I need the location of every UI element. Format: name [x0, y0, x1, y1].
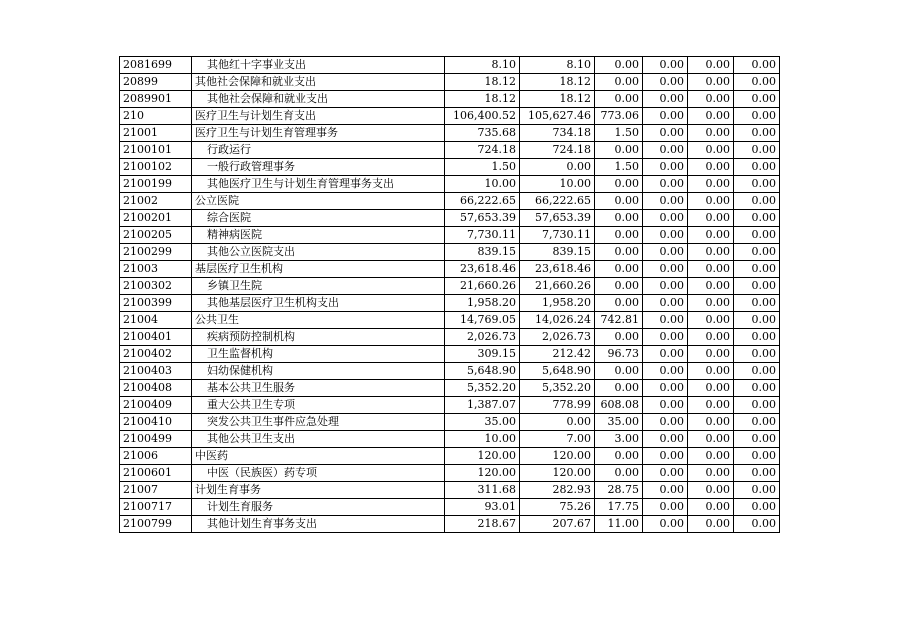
amount-cell-5: 0.00	[688, 448, 734, 465]
amount-cell-1: 66,222.65	[445, 193, 520, 210]
amount-cell-1: 5,648.90	[445, 363, 520, 380]
amount-cell-5: 0.00	[688, 516, 734, 533]
amount-cell-1: 724.18	[445, 142, 520, 159]
amount-cell-5: 0.00	[688, 482, 734, 499]
amount-cell-1: 106,400.52	[445, 108, 520, 125]
amount-cell-2: 2,026.73	[520, 329, 595, 346]
subject-name-cell: 其他红十字事业支出	[192, 57, 445, 74]
amount-cell-1: 23,618.46	[445, 261, 520, 278]
subject-code-cell: 2100201	[120, 210, 192, 227]
amount-cell-6: 0.00	[734, 397, 780, 414]
subject-name-cell: 公立医院	[192, 193, 445, 210]
amount-cell-2: 21,660.26	[520, 278, 595, 295]
amount-cell-5: 0.00	[688, 346, 734, 363]
amount-cell-3: 3.00	[595, 431, 643, 448]
table-row	[120, 57, 780, 74]
amount-cell-6: 0.00	[734, 431, 780, 448]
amount-cell-3: 11.00	[595, 516, 643, 533]
table-row	[120, 91, 780, 108]
amount-cell-2: 10.00	[520, 176, 595, 193]
subject-code-cell: 2100299	[120, 244, 192, 261]
subject-code-cell: 21007	[120, 482, 192, 499]
amount-cell-3: 0.00	[595, 380, 643, 397]
amount-cell-2: 7.00	[520, 431, 595, 448]
amount-cell-6: 0.00	[734, 261, 780, 278]
amount-cell-2: 8.10	[520, 57, 595, 74]
amount-cell-4: 0.00	[643, 261, 688, 278]
subject-code-cell: 21002	[120, 193, 192, 210]
amount-cell-4: 0.00	[643, 74, 688, 91]
subject-code-cell: 2100601	[120, 465, 192, 482]
amount-cell-6: 0.00	[734, 278, 780, 295]
subject-name-cell: 基层医疗卫生机构	[192, 261, 445, 278]
amount-cell-5: 0.00	[688, 108, 734, 125]
subject-name-cell: 卫生监督机构	[192, 346, 445, 363]
amount-cell-4: 0.00	[643, 499, 688, 516]
subject-name-cell: 其他医疗卫生与计划生育管理事务支出	[192, 176, 445, 193]
amount-cell-2: 120.00	[520, 448, 595, 465]
amount-cell-1: 311.68	[445, 482, 520, 499]
amount-cell-3: 0.00	[595, 244, 643, 261]
subject-code-cell: 20899	[120, 74, 192, 91]
amount-cell-2: 0.00	[520, 159, 595, 176]
amount-cell-5: 0.00	[688, 261, 734, 278]
amount-cell-1: 18.12	[445, 74, 520, 91]
subject-name-cell: 医疗卫生与计划生育管理事务	[192, 125, 445, 142]
amount-cell-4: 0.00	[643, 516, 688, 533]
subject-name-cell: 其他公立医院支出	[192, 244, 445, 261]
amount-cell-3: 1.50	[595, 125, 643, 142]
amount-cell-6: 0.00	[734, 516, 780, 533]
amount-cell-4: 0.00	[643, 125, 688, 142]
amount-cell-6: 0.00	[734, 193, 780, 210]
budget-table	[119, 56, 780, 533]
amount-cell-6: 0.00	[734, 210, 780, 227]
amount-cell-6: 0.00	[734, 74, 780, 91]
amount-cell-1: 1,387.07	[445, 397, 520, 414]
amount-cell-5: 0.00	[688, 465, 734, 482]
table-row	[120, 431, 780, 448]
subject-name-cell: 其他公共卫生支出	[192, 431, 445, 448]
amount-cell-4: 0.00	[643, 159, 688, 176]
subject-code-cell: 2100399	[120, 295, 192, 312]
subject-name-cell: 计划生育事务	[192, 482, 445, 499]
subject-name-cell: 一般行政管理事务	[192, 159, 445, 176]
amount-cell-2: 1,958.20	[520, 295, 595, 312]
amount-cell-5: 0.00	[688, 176, 734, 193]
amount-cell-3: 0.00	[595, 227, 643, 244]
table-row	[120, 261, 780, 278]
subject-code-cell: 21006	[120, 448, 192, 465]
amount-cell-6: 0.00	[734, 414, 780, 431]
amount-cell-5: 0.00	[688, 142, 734, 159]
subject-name-cell: 精神病医院	[192, 227, 445, 244]
amount-cell-3: 0.00	[595, 261, 643, 278]
amount-cell-5: 0.00	[688, 74, 734, 91]
amount-cell-3: 0.00	[595, 176, 643, 193]
subject-code-cell: 21003	[120, 261, 192, 278]
amount-cell-1: 93.01	[445, 499, 520, 516]
amount-cell-1: 35.00	[445, 414, 520, 431]
amount-cell-6: 0.00	[734, 482, 780, 499]
amount-cell-4: 0.00	[643, 278, 688, 295]
subject-name-cell: 公共卫生	[192, 312, 445, 329]
subject-name-cell: 综合医院	[192, 210, 445, 227]
amount-cell-2: 7,730.11	[520, 227, 595, 244]
amount-cell-3: 608.08	[595, 397, 643, 414]
amount-cell-1: 21,660.26	[445, 278, 520, 295]
table-row	[120, 329, 780, 346]
amount-cell-3: 28.75	[595, 482, 643, 499]
table-row	[120, 227, 780, 244]
amount-cell-3: 0.00	[595, 74, 643, 91]
amount-cell-6: 0.00	[734, 346, 780, 363]
amount-cell-5: 0.00	[688, 295, 734, 312]
subject-code-cell: 2100102	[120, 159, 192, 176]
amount-cell-5: 0.00	[688, 193, 734, 210]
amount-cell-2: 18.12	[520, 74, 595, 91]
amount-cell-2: 207.67	[520, 516, 595, 533]
table-row	[120, 499, 780, 516]
amount-cell-5: 0.00	[688, 363, 734, 380]
table-row	[120, 108, 780, 125]
amount-cell-6: 0.00	[734, 91, 780, 108]
amount-cell-1: 10.00	[445, 176, 520, 193]
amount-cell-5: 0.00	[688, 312, 734, 329]
subject-name-cell: 计划生育服务	[192, 499, 445, 516]
subject-code-cell: 2100408	[120, 380, 192, 397]
amount-cell-3: 0.00	[595, 210, 643, 227]
amount-cell-4: 0.00	[643, 210, 688, 227]
amount-cell-3: 0.00	[595, 329, 643, 346]
amount-cell-2: 66,222.65	[520, 193, 595, 210]
amount-cell-4: 0.00	[643, 108, 688, 125]
table-row	[120, 516, 780, 533]
subject-code-cell: 2100409	[120, 397, 192, 414]
amount-cell-4: 0.00	[643, 465, 688, 482]
amount-cell-6: 0.00	[734, 499, 780, 516]
subject-code-cell: 21001	[120, 125, 192, 142]
subject-code-cell: 2100499	[120, 431, 192, 448]
subject-name-cell: 其他基层医疗卫生机构支出	[192, 295, 445, 312]
amount-cell-4: 0.00	[643, 176, 688, 193]
subject-code-cell: 2089901	[120, 91, 192, 108]
table-row	[120, 176, 780, 193]
table-row	[120, 125, 780, 142]
amount-cell-2: 778.99	[520, 397, 595, 414]
subject-code-cell: 2100403	[120, 363, 192, 380]
amount-cell-3: 0.00	[595, 363, 643, 380]
amount-cell-3: 773.06	[595, 108, 643, 125]
amount-cell-4: 0.00	[643, 329, 688, 346]
amount-cell-6: 0.00	[734, 57, 780, 74]
subject-name-cell: 中医药	[192, 448, 445, 465]
subject-code-cell: 2100101	[120, 142, 192, 159]
amount-cell-2: 57,653.39	[520, 210, 595, 227]
amount-cell-6: 0.00	[734, 448, 780, 465]
subject-code-cell: 2100302	[120, 278, 192, 295]
subject-code-cell: 2100799	[120, 516, 192, 533]
amount-cell-4: 0.00	[643, 397, 688, 414]
amount-cell-5: 0.00	[688, 278, 734, 295]
table-body	[120, 57, 780, 533]
subject-code-cell: 2100401	[120, 329, 192, 346]
amount-cell-2: 5,648.90	[520, 363, 595, 380]
amount-cell-6: 0.00	[734, 295, 780, 312]
amount-cell-1: 735.68	[445, 125, 520, 142]
amount-cell-2: 120.00	[520, 465, 595, 482]
amount-cell-2: 105,627.46	[520, 108, 595, 125]
subject-name-cell: 其他社会保障和就业支出	[192, 74, 445, 91]
amount-cell-3: 0.00	[595, 448, 643, 465]
table-row	[120, 312, 780, 329]
table-row	[120, 193, 780, 210]
amount-cell-3: 742.81	[595, 312, 643, 329]
table-row	[120, 482, 780, 499]
amount-cell-6: 0.00	[734, 125, 780, 142]
amount-cell-1: 309.15	[445, 346, 520, 363]
amount-cell-3: 0.00	[595, 295, 643, 312]
subject-code-cell: 2100205	[120, 227, 192, 244]
amount-cell-6: 0.00	[734, 244, 780, 261]
table-row	[120, 74, 780, 91]
amount-cell-2: 839.15	[520, 244, 595, 261]
amount-cell-4: 0.00	[643, 380, 688, 397]
amount-cell-1: 8.10	[445, 57, 520, 74]
subject-name-cell: 突发公共卫生事件应急处理	[192, 414, 445, 431]
amount-cell-2: 23,618.46	[520, 261, 595, 278]
amount-cell-1: 57,653.39	[445, 210, 520, 227]
amount-cell-5: 0.00	[688, 91, 734, 108]
amount-cell-6: 0.00	[734, 363, 780, 380]
subject-name-cell: 医疗卫生与计划生育支出	[192, 108, 445, 125]
subject-code-cell: 2100199	[120, 176, 192, 193]
subject-code-cell: 2100717	[120, 499, 192, 516]
amount-cell-6: 0.00	[734, 380, 780, 397]
subject-code-cell: 2100402	[120, 346, 192, 363]
amount-cell-4: 0.00	[643, 227, 688, 244]
amount-cell-2: 282.93	[520, 482, 595, 499]
subject-name-cell: 中医（民族医）药专项	[192, 465, 445, 482]
amount-cell-4: 0.00	[643, 295, 688, 312]
amount-cell-4: 0.00	[643, 91, 688, 108]
amount-cell-2: 734.18	[520, 125, 595, 142]
table-row	[120, 295, 780, 312]
table-row	[120, 210, 780, 227]
amount-cell-3: 17.75	[595, 499, 643, 516]
subject-code-cell: 21004	[120, 312, 192, 329]
amount-cell-4: 0.00	[643, 448, 688, 465]
amount-cell-5: 0.00	[688, 499, 734, 516]
amount-cell-1: 5,352.20	[445, 380, 520, 397]
amount-cell-5: 0.00	[688, 244, 734, 261]
subject-name-cell: 重大公共卫生专项	[192, 397, 445, 414]
table-row	[120, 278, 780, 295]
amount-cell-2: 14,026.24	[520, 312, 595, 329]
subject-name-cell: 基本公共卫生服务	[192, 380, 445, 397]
amount-cell-4: 0.00	[643, 312, 688, 329]
amount-cell-5: 0.00	[688, 125, 734, 142]
amount-cell-1: 120.00	[445, 465, 520, 482]
table-row	[120, 346, 780, 363]
amount-cell-2: 75.26	[520, 499, 595, 516]
amount-cell-4: 0.00	[643, 431, 688, 448]
amount-cell-4: 0.00	[643, 193, 688, 210]
amount-cell-1: 10.00	[445, 431, 520, 448]
amount-cell-4: 0.00	[643, 57, 688, 74]
amount-cell-3: 96.73	[595, 346, 643, 363]
amount-cell-3: 0.00	[595, 193, 643, 210]
amount-cell-6: 0.00	[734, 142, 780, 159]
amount-cell-3: 0.00	[595, 57, 643, 74]
amount-cell-6: 0.00	[734, 108, 780, 125]
subject-name-cell: 妇幼保健机构	[192, 363, 445, 380]
amount-cell-2: 5,352.20	[520, 380, 595, 397]
subject-name-cell: 疾病预防控制机构	[192, 329, 445, 346]
amount-cell-6: 0.00	[734, 159, 780, 176]
amount-cell-2: 0.00	[520, 414, 595, 431]
amount-cell-4: 0.00	[643, 346, 688, 363]
amount-cell-2: 724.18	[520, 142, 595, 159]
amount-cell-1: 7,730.11	[445, 227, 520, 244]
subject-name-cell: 其他计划生育事务支出	[192, 516, 445, 533]
amount-cell-1: 218.67	[445, 516, 520, 533]
amount-cell-4: 0.00	[643, 363, 688, 380]
amount-cell-2: 18.12	[520, 91, 595, 108]
amount-cell-3: 0.00	[595, 91, 643, 108]
amount-cell-1: 1,958.20	[445, 295, 520, 312]
amount-cell-2: 212.42	[520, 346, 595, 363]
amount-cell-3: 35.00	[595, 414, 643, 431]
subject-name-cell: 其他社会保障和就业支出	[192, 91, 445, 108]
amount-cell-6: 0.00	[734, 329, 780, 346]
amount-cell-4: 0.00	[643, 414, 688, 431]
amount-cell-5: 0.00	[688, 329, 734, 346]
amount-cell-5: 0.00	[688, 227, 734, 244]
amount-cell-3: 0.00	[595, 278, 643, 295]
amount-cell-5: 0.00	[688, 414, 734, 431]
subject-name-cell: 行政运行	[192, 142, 445, 159]
amount-cell-5: 0.00	[688, 380, 734, 397]
amount-cell-6: 0.00	[734, 176, 780, 193]
amount-cell-5: 0.00	[688, 159, 734, 176]
amount-cell-3: 0.00	[595, 465, 643, 482]
amount-cell-6: 0.00	[734, 227, 780, 244]
table-row	[120, 465, 780, 482]
amount-cell-6: 0.00	[734, 465, 780, 482]
subject-code-cell: 2081699	[120, 57, 192, 74]
amount-cell-5: 0.00	[688, 397, 734, 414]
table-row	[120, 363, 780, 380]
amount-cell-1: 2,026.73	[445, 329, 520, 346]
amount-cell-3: 0.00	[595, 142, 643, 159]
amount-cell-1: 1.50	[445, 159, 520, 176]
table-row	[120, 448, 780, 465]
table-row	[120, 142, 780, 159]
subject-code-cell: 210	[120, 108, 192, 125]
subject-name-cell: 乡镇卫生院	[192, 278, 445, 295]
table-row	[120, 244, 780, 261]
amount-cell-5: 0.00	[688, 431, 734, 448]
table-row	[120, 380, 780, 397]
table-row	[120, 159, 780, 176]
amount-cell-6: 0.00	[734, 312, 780, 329]
amount-cell-1: 120.00	[445, 448, 520, 465]
amount-cell-1: 18.12	[445, 91, 520, 108]
table-row	[120, 397, 780, 414]
amount-cell-4: 0.00	[643, 482, 688, 499]
amount-cell-5: 0.00	[688, 210, 734, 227]
amount-cell-4: 0.00	[643, 244, 688, 261]
amount-cell-1: 839.15	[445, 244, 520, 261]
amount-cell-1: 14,769.05	[445, 312, 520, 329]
amount-cell-4: 0.00	[643, 142, 688, 159]
subject-code-cell: 2100410	[120, 414, 192, 431]
amount-cell-3: 1.50	[595, 159, 643, 176]
table-row	[120, 414, 780, 431]
amount-cell-5: 0.00	[688, 57, 734, 74]
